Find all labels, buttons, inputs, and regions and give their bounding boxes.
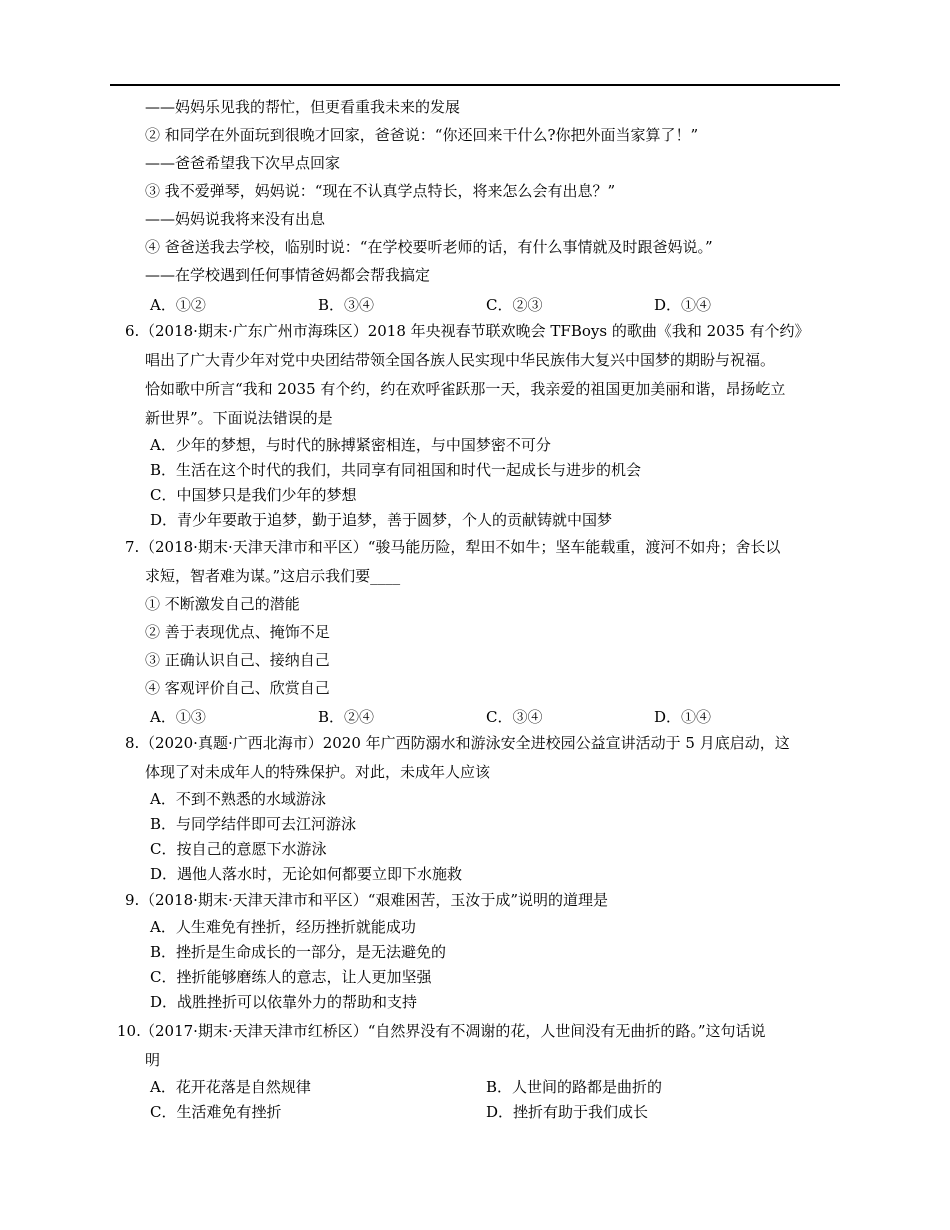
statement-item: ④ 客观评价自己、欣赏自己: [145, 679, 330, 697]
question-number: 8.: [125, 734, 140, 752]
option-a[interactable]: A．人生难免有挫折，经历挫折就能成功: [150, 918, 416, 936]
option-b[interactable]: B．与同学结伴即可去江河游泳: [150, 815, 357, 833]
statement-item: ③ 正确认识自己、接纳自己: [145, 651, 330, 669]
question-text: （2018·期末·天津天津市和平区）“骏马能历险，犁田不如牛；坚车能载重，渡河不如舟；舍长以: [140, 538, 781, 556]
q5-line: ④ 爸爸送我去学校，临别时说：“在学校要听老师的话，有什么事情就及时跟爸妈说。”: [145, 238, 713, 256]
option-c[interactable]: C．②③: [486, 296, 543, 314]
q5-line: ③ 我不爱弹琴，妈妈说：“现在不认真学点特长，将来怎么会有出息？”: [145, 182, 616, 200]
header-rule: [110, 84, 840, 86]
option-d[interactable]: D．遇他人落水时，无论如何都要立即下水施救: [150, 865, 463, 883]
option-d[interactable]: D．青少年要敢于追梦，勤于追梦，善于圆梦，个人的贡献铸就中国梦: [150, 511, 613, 529]
option-d[interactable]: D．挫折有助于我们成长: [486, 1103, 649, 1121]
q5-line: ——妈妈说我将来没有出息: [145, 210, 326, 228]
option-a[interactable]: A．不到不熟悉的水域游泳: [150, 790, 326, 808]
statement-item: ② 善于表现优点、掩饰不足: [145, 623, 330, 641]
question-number: 7.: [125, 538, 140, 556]
q5-line: ——在学校遇到任何事情爸妈都会帮我搞定: [145, 266, 431, 284]
option-c[interactable]: C．中国梦只是我们少年的梦想: [150, 486, 357, 504]
option-b[interactable]: B．②④: [318, 708, 375, 726]
option-b[interactable]: B．生活在这个时代的我们，共同享有同祖国和时代一起成长与进步的机会: [150, 461, 642, 479]
option-a[interactable]: A．花开花落是自然规律: [150, 1078, 311, 1096]
option-b[interactable]: B．挫折是生命成长的一部分，是无法避免的: [150, 943, 447, 961]
option-a[interactable]: A．少年的梦想，与时代的脉搏紧密相连，与中国梦密不可分: [150, 436, 551, 454]
option-c[interactable]: C．按自己的意愿下水游泳: [150, 840, 327, 858]
option-c[interactable]: C．③④: [486, 708, 543, 726]
q5-line: ② 和同学在外面玩到很晚才回家，爸爸说：“你还回来干什么?你把外面当家算了！”: [145, 126, 699, 144]
option-d[interactable]: D．战胜挫折可以依靠外力的帮助和支持: [150, 993, 418, 1011]
option-b[interactable]: B．人世间的路都是曲折的: [486, 1078, 663, 1096]
question-text: （2018·期末·天津天津市和平区）“艰难困苦，玉汝于成”说明的道理是: [140, 891, 609, 909]
question-text: 唱出了广大青少年对党中央团结带领全国各族人民实现中华民族伟大复兴中国梦的期盼与祝福。: [145, 351, 776, 369]
option-c[interactable]: C．生活难免有挫折: [150, 1103, 282, 1121]
option-a[interactable]: A．①②: [150, 296, 206, 314]
q5-line: ——爸爸希望我下次早点回家: [145, 154, 341, 172]
q5-line: ——妈妈乐见我的帮忙，但更看重我未来的发展: [145, 98, 461, 116]
question-text: （2020·真题·广西北海市）2020 年广西防溺水和游泳安全进校园公益宣讲活动于 5 月底启动，这: [140, 734, 790, 752]
question-text: 新世界”。下面说法错误的是: [145, 409, 333, 427]
option-c[interactable]: C．挫折能够磨练人的意志，让人更加坚强: [150, 968, 432, 986]
question-text: 求短，智者难为谋。”这启示我们要____: [145, 567, 401, 585]
option-d[interactable]: D．①④: [654, 296, 712, 314]
question-number: 9.: [125, 891, 140, 909]
option-d[interactable]: D．①④: [654, 708, 712, 726]
question-text: 恰如歌中所言“我和 2035 有个约，约在欢呼雀跃那一天，我亲爱的祖国更加美丽和谐，昂扬屹立: [145, 380, 786, 398]
question-text: 明: [145, 1051, 161, 1069]
question-text: （2018·期末·广东广州市海珠区）2018 年央视春节联欢晚会 TFBoys 的歌曲《我和 2035 有个约》: [140, 322, 810, 340]
question-text: 体现了对未成年人的特殊保护。对此，未成年人应该: [145, 763, 491, 781]
question-number: 6.: [125, 322, 140, 340]
question-number: 10.: [117, 1022, 141, 1040]
option-a[interactable]: A．①③: [150, 708, 206, 726]
option-b[interactable]: B．③④: [318, 296, 375, 314]
statement-item: ① 不断激发自己的潜能: [145, 595, 300, 613]
question-text: （2017·期末·天津天津市红桥区）“自然界没有不凋谢的花，人世间没有无曲折的路。”这句话说: [140, 1022, 766, 1040]
